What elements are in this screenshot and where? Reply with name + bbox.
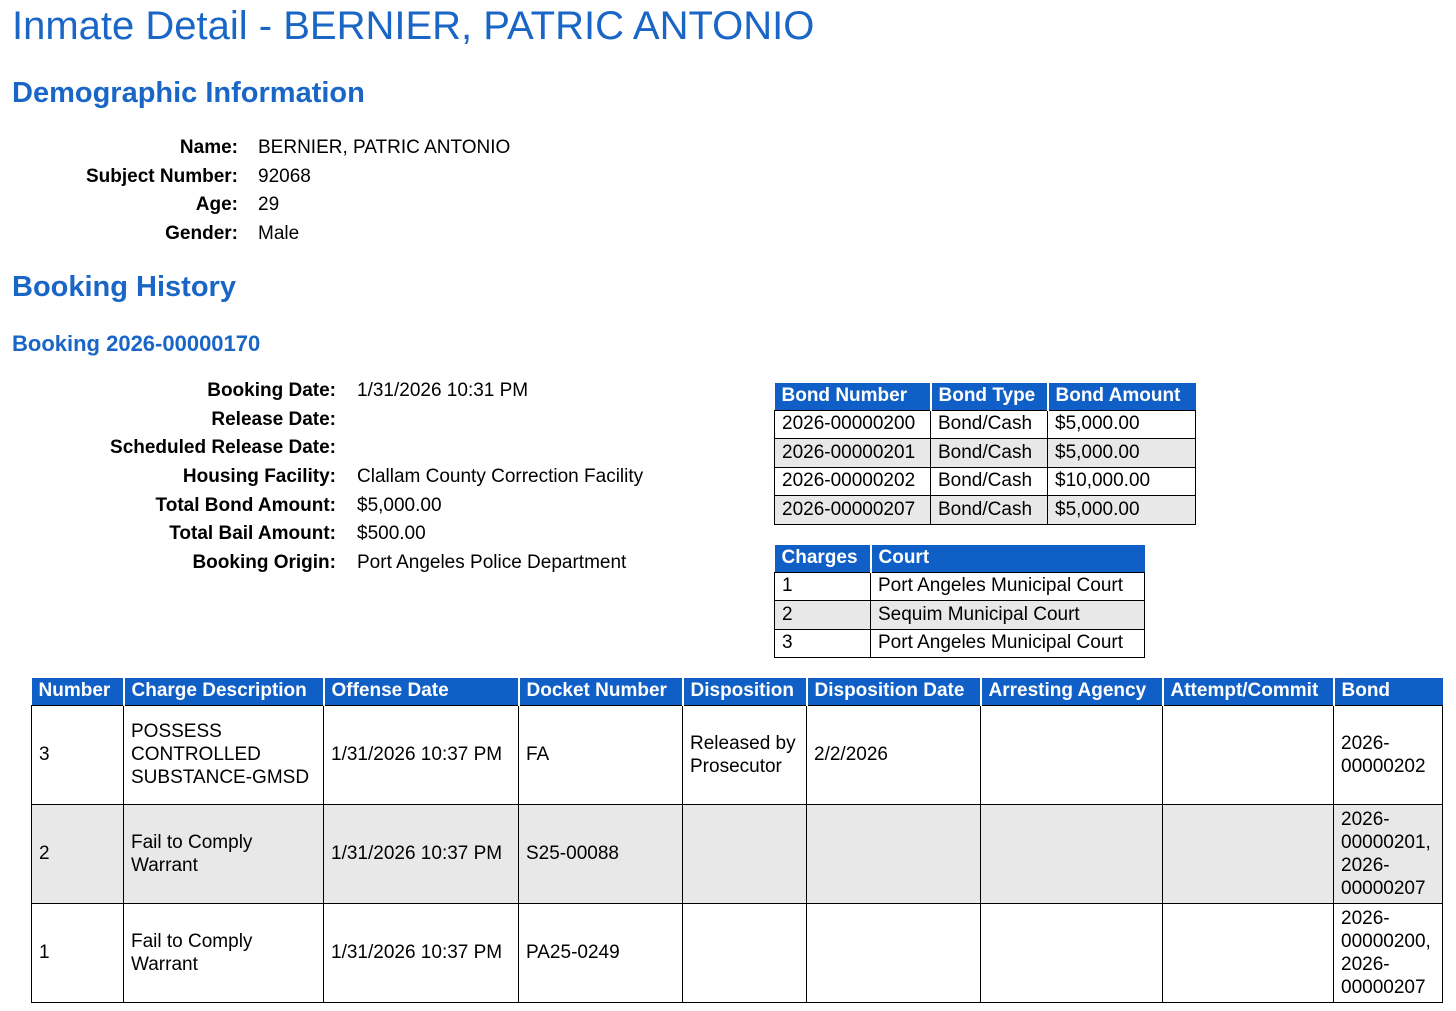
charges-header-row [32,678,1443,705]
arresting-agency-cell [981,705,1163,804]
bonds-header-row [775,383,1196,410]
field-label: Release Date: [211,408,336,430]
field-label: Subject Number: [85,165,238,187]
booking-history-heading: Booking History [12,271,236,303]
demographic-row-name [0,134,510,163]
disposition-date-header: Disposition Date [807,678,981,705]
docket-number-header: Docket Number [519,678,683,705]
booking-title: Booking 2026-00000170 [12,331,261,356]
field-label: Age: [195,194,238,216]
field-label: Booking Date: [207,380,336,402]
number-header: Number [32,678,124,705]
disposition-cell: Released by Prosecutor [683,705,807,804]
disposition-date-cell: 2/2/2026 [807,705,981,804]
table-row [775,467,1196,496]
bond-type-cell: Bond/Cash [931,467,1048,496]
bond-cell: 2026-00000200, 2026-00000207 [1334,903,1443,1002]
field-value: Male [258,223,300,245]
arresting-agency-cell [981,903,1163,1002]
booking-row-release-date [0,406,643,435]
booking-info [0,377,643,577]
bond-number-cell: 2026-00000201 [775,439,931,468]
court-cell: Sequim Municipal Court [871,601,1145,630]
field-value: $5,000.00 [357,494,442,516]
bond-number-cell: 2026-00000207 [775,496,931,525]
docket-number-cell: S25-00088 [519,804,683,903]
docket-number-cell: PA25-0249 [519,903,683,1002]
court-cell: Port Angeles Municipal Court [871,629,1145,658]
demographic-row-subject-number [0,163,510,192]
court-cell: Port Angeles Municipal Court [871,572,1145,601]
charge-description-cell: POSSESS CONTROLLED SUBSTANCE-GMSD [124,705,324,804]
field-value: 29 [258,194,280,216]
charges-header: Charges [775,545,871,572]
field-label: Housing Facility: [182,466,336,488]
bond-amount-cell: $10,000.00 [1048,467,1196,496]
charge-number-cell: 1 [775,572,871,601]
field-label: Scheduled Release Date: [110,437,336,459]
field-value: $500.00 [357,523,426,545]
charges-court-table [774,545,1145,658]
demographic-info [0,134,510,248]
bond-header: Bond [1334,678,1443,705]
number-cell: 3 [32,705,124,804]
disposition-date-cell [807,804,981,903]
bonds-table [774,383,1196,525]
charge-description-cell: Fail to Comply Warrant [124,903,324,1002]
field-value: Port Angeles Police Department [357,551,627,573]
attempt-commit-header: Attempt/Commit [1163,678,1334,705]
demographic-row-age [0,191,510,220]
field-value: BERNIER, PATRIC ANTONIO [258,137,511,159]
page-title: Inmate Detail - BERNIER, PATRIC ANTONIO [12,4,815,48]
number-cell: 2 [32,804,124,903]
demographic-row-gender [0,220,510,249]
offense-date-cell: 1/31/2026 10:37 PM [324,903,519,1002]
table-row [775,496,1196,525]
charge-description-cell: Fail to Comply Warrant [124,804,324,903]
number-cell: 1 [32,903,124,1002]
bond-amount-cell: $5,000.00 [1048,439,1196,468]
table-row [775,439,1196,468]
field-label: Name: [179,137,238,159]
field-label: Booking Origin: [192,551,336,573]
disposition-header: Disposition [683,678,807,705]
disposition-cell [683,903,807,1002]
bond-cell: 2026-00000202 [1334,705,1443,804]
disposition-cell [683,804,807,903]
booking-row-housing-facility [0,463,643,492]
field-value: 92068 [258,165,311,187]
booking-row-total-bond-amount [0,491,643,520]
field-value: Clallam County Correction Facility [357,466,644,488]
bond-type-cell: Bond/Cash [931,439,1048,468]
table-row [32,804,1443,903]
charges-table [31,678,1443,1003]
field-label: Gender: [165,223,238,245]
bond-cell: 2026-00000201, 2026-00000207 [1334,804,1443,903]
field-label: Total Bail Amount: [169,523,336,545]
bond-number-cell: 2026-00000202 [775,467,931,496]
court-header: Court [871,545,1145,572]
offense-date-cell: 1/31/2026 10:37 PM [324,804,519,903]
table-row [775,572,1145,601]
courts-header-row [775,545,1145,572]
demographic-heading: Demographic Information [12,77,365,109]
charge-description-header: Charge Description [124,678,324,705]
bond-amount-cell: $5,000.00 [1048,410,1196,439]
charge-number-cell: 2 [775,601,871,630]
attempt-commit-cell [1163,705,1334,804]
offense-date-header: Offense Date [324,678,519,705]
arresting-agency-header: Arresting Agency [981,678,1163,705]
table-row [775,601,1145,630]
offense-date-cell: 1/31/2026 10:37 PM [324,705,519,804]
field-label: Total Bond Amount: [155,494,336,516]
bond-number-header: Bond Number [775,383,931,410]
bond-type-cell: Bond/Cash [931,410,1048,439]
disposition-date-cell [807,903,981,1002]
table-row [775,410,1196,439]
attempt-commit-cell [1163,804,1334,903]
bond-number-cell: 2026-00000200 [775,410,931,439]
field-value: 1/31/2026 10:31 PM [357,380,529,402]
docket-number-cell: FA [519,705,683,804]
bond-amount-cell: $5,000.00 [1048,496,1196,525]
booking-row-booking-date [0,377,643,406]
charge-number-cell: 3 [775,629,871,658]
table-row [775,629,1145,658]
table-row [32,903,1443,1002]
booking-row-total-bail-amount [0,520,643,549]
bond-type-cell: Bond/Cash [931,496,1048,525]
booking-row-scheduled-release-date [0,434,643,463]
booking-row-booking-origin [0,549,643,578]
attempt-commit-cell [1163,903,1334,1002]
table-row [32,705,1443,804]
arresting-agency-cell [981,804,1163,903]
bond-type-header: Bond Type [931,383,1048,410]
bond-amount-header: Bond Amount [1048,383,1196,410]
